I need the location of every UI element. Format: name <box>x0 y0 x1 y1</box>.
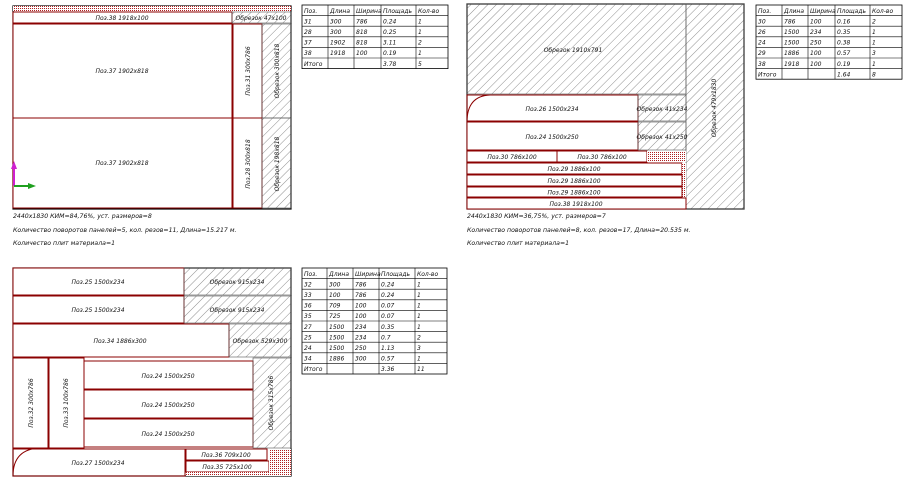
table-cell: 786 <box>355 292 367 299</box>
offcut-label: Обрезок 915x234 <box>209 307 265 314</box>
sheet-1 <box>11 6 291 247</box>
table-cell: 34 <box>304 355 312 363</box>
table-cell: 0.24 <box>381 281 395 289</box>
panel-label: Поз.37 1902x818 <box>95 68 149 75</box>
table-cell: 3.11 <box>383 39 397 47</box>
table-cell: 786 <box>356 18 368 26</box>
table-cell: 300 <box>330 18 342 26</box>
table-cell: 1500 <box>329 334 345 342</box>
table-cell: 250 <box>355 345 367 352</box>
table-cell: 250 <box>810 39 822 47</box>
table-header-cell: Ширина <box>810 7 836 15</box>
panel-label: Поз.24 1500x250 <box>141 373 195 380</box>
panel-label: Поз.27 1500x234 <box>71 460 125 467</box>
table-cell: 3.78 <box>383 60 397 68</box>
table-header-cell: Поз. <box>304 7 318 15</box>
panel-label: Поз.38 1918x100 <box>95 15 149 22</box>
table-cell: Итого <box>304 366 323 374</box>
parts-table-sheet-3 <box>302 268 447 374</box>
sheet-1-trim-strip <box>13 6 291 11</box>
table-cell: 300 <box>330 29 342 36</box>
table-cell: 1 <box>417 302 421 310</box>
panel-label: Поз.24 1500x250 <box>525 134 579 141</box>
table-cell: 36 <box>304 302 312 310</box>
table-cell: 0.19 <box>383 50 397 58</box>
table-header-cell: Кол-во <box>418 7 440 15</box>
table-cell: 1918 <box>330 50 346 58</box>
table-cell: 5 <box>418 60 422 68</box>
table-cell: 725 <box>329 313 341 321</box>
sheet-3 <box>13 268 291 476</box>
offcut-label: Обрезок 300x818 <box>274 43 281 99</box>
panel-label: Поз.37 1902x818 <box>95 160 149 167</box>
sheet-info-line: Количество плит материала=1 <box>467 240 570 247</box>
offcut-label: Обрезок 529x300 <box>232 338 288 345</box>
table-cell: 786 <box>784 18 796 26</box>
table-header-cell: Кол-во <box>417 270 439 278</box>
panel-label: Поз.25 1500x234 <box>71 307 125 314</box>
offcut-label: Обрезок 479x1830 <box>711 78 718 138</box>
table-header-cell: Кол-во <box>872 7 894 15</box>
table-cell: Итого <box>304 60 323 68</box>
offcut-label: Обрезок 315x786 <box>268 375 275 431</box>
table-cell: 3 <box>417 345 421 352</box>
table-cell: 31 <box>304 18 312 26</box>
panel-label: Поз.29 1886x100 <box>547 166 601 173</box>
table-cell: 100 <box>810 50 822 58</box>
sheet-info-line: 2440x1830 КИМ=84,76%, уст. размеров=8 <box>13 213 152 220</box>
table-cell: 32 <box>304 281 312 289</box>
panel-label: Поз.24 1500x250 <box>141 431 195 438</box>
table-cell: 100 <box>810 60 822 68</box>
sheet-info-line: 2440x1830 КИМ=36,75%, уст. размеров=7 <box>467 213 606 220</box>
table-frame <box>756 5 902 79</box>
panel-label: Поз.36 709x100 <box>201 452 251 459</box>
table-cell: 2 <box>872 18 876 26</box>
table-cell: 3.36 <box>381 366 395 374</box>
offcut-label: Обрезок 1910x791 <box>543 47 603 54</box>
table-cell: 37 <box>304 39 312 47</box>
table-cell: 100 <box>810 18 822 26</box>
table-cell: 818 <box>356 39 368 47</box>
sheet-2 <box>467 4 744 247</box>
table-cell: 1500 <box>784 39 800 47</box>
table-cell: 1 <box>417 323 421 331</box>
table-header-cell: Ширина <box>355 270 381 278</box>
table-cell: 11 <box>417 366 425 374</box>
table-cell: 1 <box>417 355 421 363</box>
table-cell: 28 <box>304 29 312 36</box>
table-cell: 0.07 <box>381 302 395 310</box>
panel-label: Поз.35 725x100 <box>202 464 252 471</box>
table-header-cell: Площадь <box>381 270 411 278</box>
table-cell: 2 <box>418 39 422 47</box>
table-cell: 300 <box>355 355 367 363</box>
table-cell: 0.24 <box>383 18 397 26</box>
table-cell: 818 <box>356 29 368 36</box>
panel-label: Поз.30 786x100 <box>577 154 627 161</box>
table-cell: 0.7 <box>381 334 391 342</box>
table-cell: 1500 <box>329 345 345 352</box>
offcut-label: Обрезок 47x100 <box>235 15 287 22</box>
table-cell: 0.57 <box>381 355 395 363</box>
parts-table-sheet-1 <box>302 5 448 69</box>
trim-strip <box>269 449 291 476</box>
table-cell: 0.24 <box>381 292 395 299</box>
offcut-label: Обрезок 41x234 <box>636 106 688 113</box>
offcut-label: Обрезок 41x250 <box>636 134 688 141</box>
sheet-info-line: Количество поворотов панелей=8, кол. резов=17, Длина=20.535 м. <box>467 227 691 234</box>
trim-strip <box>186 472 269 476</box>
table-cell: 1 <box>418 29 422 36</box>
table-cell: 1 <box>417 281 421 289</box>
table-cell: 1 <box>417 292 421 299</box>
table-cell: 0.57 <box>837 50 851 58</box>
table-cell: 1500 <box>329 323 345 331</box>
table-cell: 1 <box>418 50 422 58</box>
sheet-info-line: Количество плит материала=1 <box>13 240 116 247</box>
table-cell: 234 <box>355 334 367 342</box>
table-cell: 2 <box>417 334 421 342</box>
table-cell: 234 <box>810 29 822 36</box>
trim-strip <box>647 151 686 162</box>
panel-label: Поз.29 1886x100 <box>547 189 601 197</box>
table-cell: 35 <box>304 313 312 321</box>
panel-label: Поз.32 300x786 <box>28 378 35 428</box>
table-cell: 38 <box>758 60 766 68</box>
table-cell: 1.13 <box>381 345 395 352</box>
panel-label: Поз.25 1500x234 <box>71 279 125 286</box>
table-cell: 8 <box>872 71 876 79</box>
panel-label: Поз.29 1886x100 <box>547 178 601 185</box>
table-cell: 0.35 <box>381 323 395 331</box>
table-cell: 25 <box>304 334 312 342</box>
table-cell: 709 <box>329 302 341 310</box>
table-cell: 786 <box>355 281 367 289</box>
parts-table-sheet-2 <box>756 5 902 79</box>
table-header-cell: Длина <box>784 7 805 15</box>
table-cell: 1 <box>872 39 876 47</box>
table-cell: 0.19 <box>837 60 851 68</box>
table-header-cell: Площадь <box>383 7 413 15</box>
panel-label: Поз.31 300x786 <box>245 46 252 96</box>
table-header-cell: Ширина <box>356 7 382 15</box>
table-cell: 1918 <box>784 60 800 68</box>
table-header-cell: Площадь <box>837 7 867 15</box>
table-cell: 0.38 <box>837 39 851 47</box>
offcut-label: Обрезок 915x234 <box>209 279 265 286</box>
table-cell: 100 <box>355 302 367 310</box>
table-cell: 27 <box>304 323 312 331</box>
table-cell: 100 <box>356 50 368 58</box>
table-cell: 234 <box>355 323 367 331</box>
table-header-cell: Поз. <box>758 7 772 15</box>
table-cell: 0.16 <box>837 18 851 26</box>
table-cell: 1 <box>418 18 422 26</box>
table-cell: 300 <box>329 281 341 289</box>
panel-label: Поз.30 786x100 <box>487 154 537 161</box>
table-cell: 3 <box>872 50 876 58</box>
table-cell: 1 <box>872 29 876 36</box>
table-cell: Итого <box>758 71 777 79</box>
table-cell: 1 <box>417 313 421 321</box>
table-header-cell: Поз. <box>304 270 318 278</box>
panel-label: Поз.38 1918x100 <box>549 201 603 208</box>
table-cell: 0.07 <box>381 313 395 321</box>
table-cell: 38 <box>304 50 312 58</box>
table-header-cell: Длина <box>329 270 350 278</box>
table-cell: 1886 <box>784 50 800 58</box>
table-cell: 24 <box>758 39 766 47</box>
table-cell: 29 <box>758 50 766 58</box>
offcut-label: Обрезок 198x818 <box>274 136 281 192</box>
sheet-info-line: Количество поворотов панелей=5, кол. резов=11, Длина=15.217 м. <box>13 227 237 234</box>
table-cell: 1500 <box>784 29 800 36</box>
table-cell: 30 <box>758 18 766 26</box>
panel-label: Поз.26 1500x234 <box>525 106 579 113</box>
table-cell: 0.25 <box>383 29 397 36</box>
panel-label: Поз.24 1500x250 <box>141 402 195 409</box>
trim-strip <box>682 163 686 197</box>
table-cell: 100 <box>329 292 341 299</box>
table-cell: 1 <box>872 60 876 68</box>
table-header-cell: Длина <box>330 7 351 15</box>
table-cell: 1886 <box>329 355 345 363</box>
table-cell: 33 <box>304 292 312 299</box>
table-cell: 100 <box>355 313 367 321</box>
table-cell: 1902 <box>330 39 346 47</box>
panel-label: Поз.28 300x818 <box>245 139 252 189</box>
table-cell: 1.64 <box>837 71 851 79</box>
table-cell: 0.35 <box>837 29 851 36</box>
table-cell: 24 <box>304 345 312 352</box>
panel-label: Поз.33 100x786 <box>63 378 70 428</box>
panel-label: Поз.34 1886x300 <box>93 338 147 345</box>
table-cell: 26 <box>758 29 766 36</box>
